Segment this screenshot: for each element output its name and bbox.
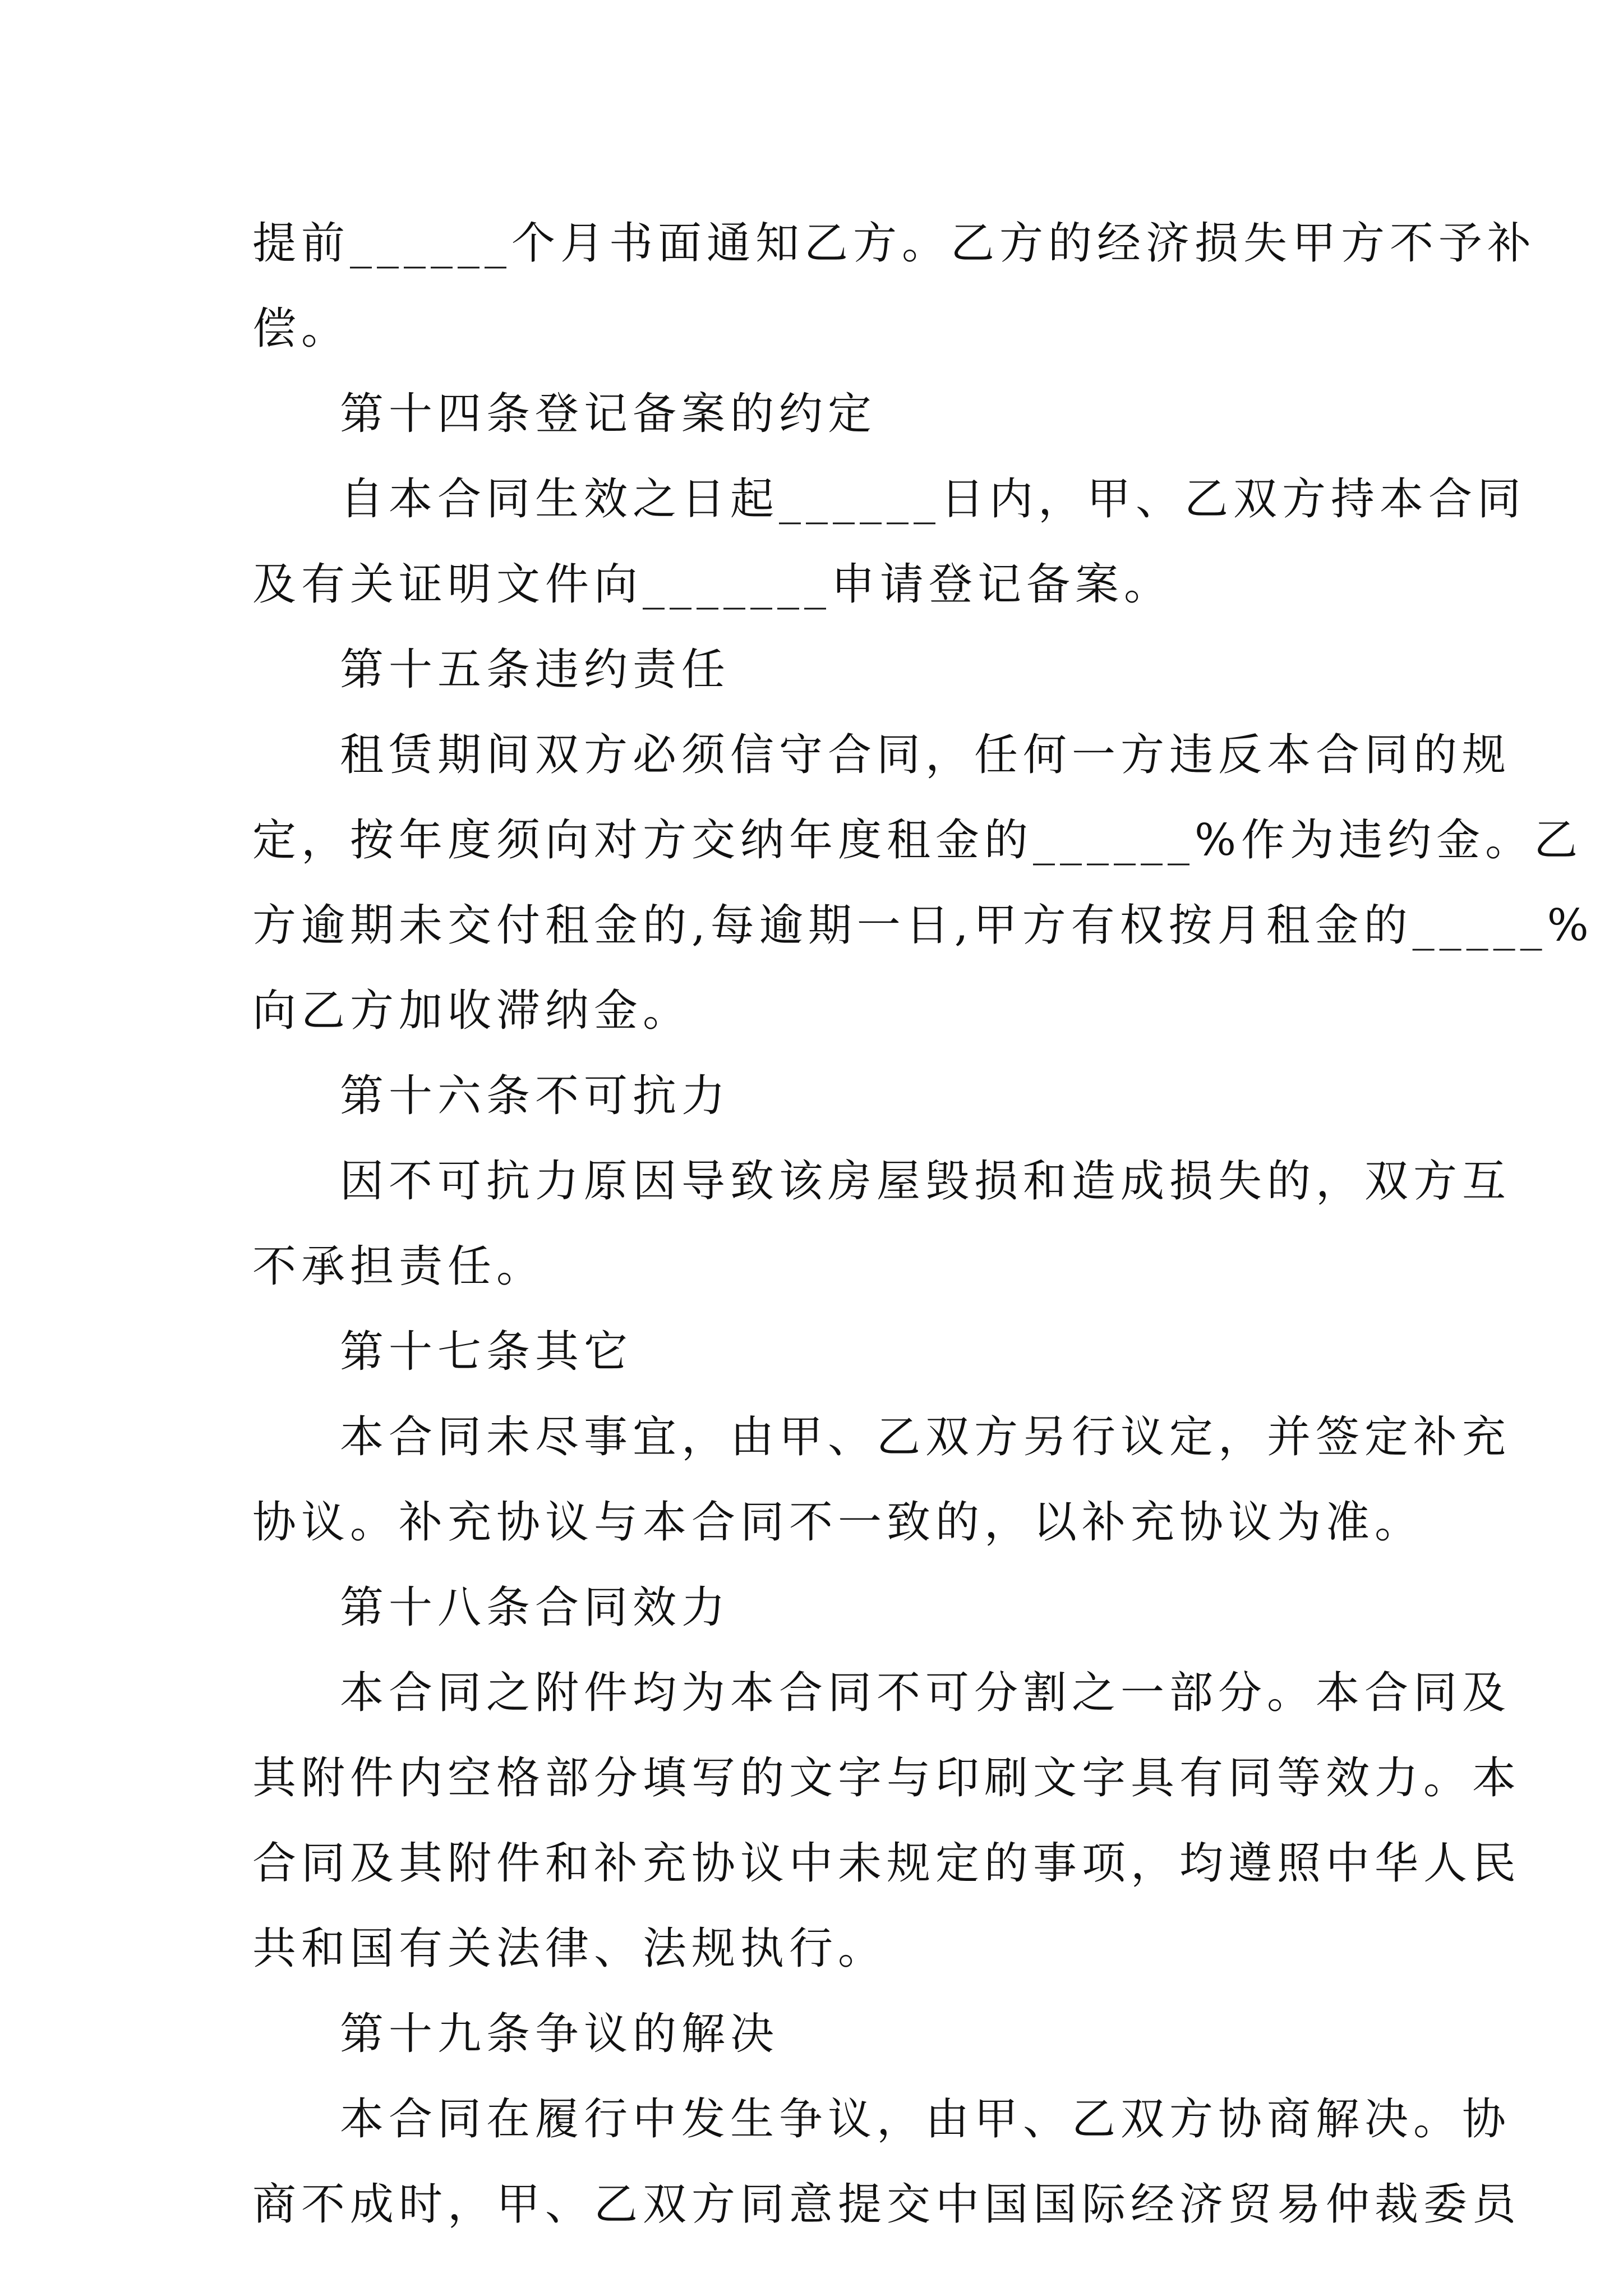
text-line: 协议。补充协议与本合同不一致的，以补充协议为准。: [252, 1497, 1424, 1548]
text-line: 合同及其附件和补充协议中未规定的事项，均遵照中华人民: [252, 1838, 1521, 1889]
text-line: 偿。: [252, 303, 351, 354]
text-line: 共和国有关法律、法规执行。: [252, 1924, 887, 1974]
text-line: 向乙方加收滞纳金。: [252, 986, 692, 1036]
article-heading-16: 第十六条不可抗力: [340, 1071, 731, 1121]
text-line: 提前______个月书面通知乙方。乙方的经济损失甲方不予补: [252, 218, 1537, 269]
article-heading-18: 第十八条合同效力: [340, 1582, 731, 1633]
contract-text-body: [252, 201, 1594, 2247]
text-line: 方逾期未交付租金的,每逾期一日,甲方有权按月租金的_____%: [252, 900, 1594, 951]
text-line: 及有关证明文件向_______申请登记备案。: [252, 559, 1173, 610]
article-heading-15: 第十五条违约责任: [340, 645, 731, 695]
text-line: 其附件内空格部分填写的文字与印刷文字具有同等效力。本: [252, 1753, 1521, 1803]
text-line: 本合同未尽事宜，由甲、乙双方另行议定，并签定补充: [340, 1412, 1511, 1462]
text-line: 自本合同生效之日起______日内，甲、乙双方持本合同: [340, 474, 1527, 524]
text-line: 因不可抗力原因导致该房屋毁损和造成损失的，双方互: [340, 1156, 1511, 1207]
article-heading-14: 第十四条登记备案的约定: [340, 389, 877, 439]
text-line: 不承担责任。: [252, 1241, 546, 1292]
text-line: 定，按年度须向对方交纳年度租金的______%作为违约金。乙: [252, 815, 1583, 866]
text-line: 本合同之附件均为本合同不可分割之一部分。本合同及: [340, 1668, 1511, 1718]
text-line: 租赁期间双方必须信守合同，任何一方违反本合同的规: [340, 730, 1511, 780]
text-line: 本合同在履行中发生争议，由甲、乙双方协商解决。协: [340, 2094, 1511, 2145]
article-heading-19: 第十九条争议的解决: [340, 2009, 780, 2059]
text-line: 商不成时，甲、乙双方同意提交中国国际经济贸易仲裁委员: [252, 2179, 1521, 2230]
article-heading-17: 第十七条其它: [340, 1327, 633, 1377]
